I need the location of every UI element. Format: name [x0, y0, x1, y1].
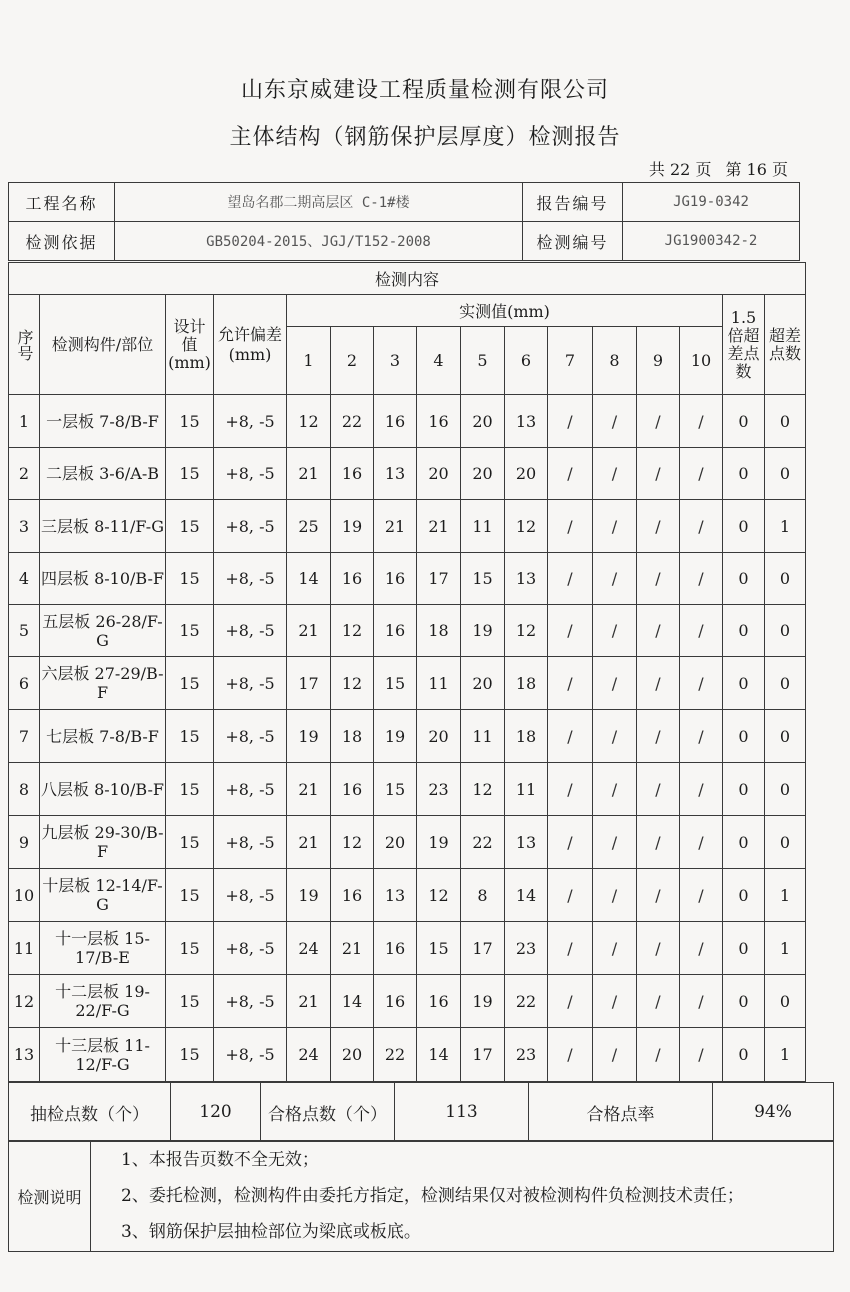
row-design: 15	[166, 710, 214, 763]
row-measure-value: /	[680, 975, 723, 1028]
sample-count-value: 120	[171, 1083, 261, 1142]
row-over15: 0	[723, 657, 765, 710]
row-design: 15	[166, 922, 214, 975]
row-measure-value: /	[680, 869, 723, 922]
report-no-label: 报告编号	[523, 183, 623, 222]
row-measure-value: 21	[331, 922, 374, 975]
row-measure-value: 12	[331, 605, 374, 657]
row-allow: +8, -5	[214, 553, 287, 605]
row-measure-value: 19	[331, 500, 374, 553]
row-over15: 0	[723, 395, 765, 448]
row-seq: 5	[9, 605, 40, 657]
row-over15: 0	[723, 710, 765, 763]
row-measure-value: /	[637, 657, 680, 710]
row-over: 0	[765, 816, 806, 869]
row-measure-value: 11	[505, 763, 548, 816]
col-over15-header: 1.5倍超差点数	[723, 295, 765, 395]
row-measure-value: 22	[331, 395, 374, 448]
row-measure-value: /	[593, 1028, 637, 1082]
row-measure-value: 16	[374, 553, 417, 605]
table-row	[9, 869, 806, 922]
row-measure-value: /	[637, 448, 680, 500]
col-design-header: 设计值(mm)	[166, 295, 214, 395]
row-seq: 4	[9, 553, 40, 605]
row-measure-value: /	[680, 395, 723, 448]
row-design: 15	[166, 448, 214, 500]
row-allow: +8, -5	[214, 975, 287, 1028]
note-item: 3、钢筋保护层抽检部位为梁底或板底。	[121, 1222, 421, 1242]
row-over15: 0	[723, 975, 765, 1028]
table-row	[9, 1028, 806, 1082]
row-measure-value: 20	[417, 710, 461, 763]
row-allow: +8, -5	[214, 395, 287, 448]
row-member: 十二层板 19-22/F-G	[40, 975, 166, 1028]
row-over: 0	[765, 975, 806, 1028]
row-member: 一层板 7-8/B-F	[40, 395, 166, 448]
row-over15: 0	[723, 816, 765, 869]
row-member: 十层板 12-14/F-G	[40, 869, 166, 922]
row-over15: 0	[723, 448, 765, 500]
sample-count-label: 抽检点数（个）	[9, 1083, 171, 1142]
row-member: 六层板 27-29/B-F	[40, 657, 166, 710]
row-measure-value: 12	[461, 763, 505, 816]
row-allow: +8, -5	[214, 710, 287, 763]
row-measure-value: 12	[331, 657, 374, 710]
row-over15: 0	[723, 553, 765, 605]
row-measure-value: 16	[331, 869, 374, 922]
row-measure-value: 19	[417, 816, 461, 869]
row-measure-value: 16	[331, 763, 374, 816]
table-row	[9, 657, 806, 710]
note-item: 2、委托检测，检测构件由委托方指定，检测结果仅对被检测构件负检测技术责任；	[121, 1186, 744, 1206]
notes-table	[8, 1140, 834, 1252]
row-measure-value: 22	[505, 975, 548, 1028]
row-measure-value: /	[637, 605, 680, 657]
row-measure-value: 23	[417, 763, 461, 816]
row-measure-value: /	[637, 710, 680, 763]
row-measure-value: 8	[461, 869, 505, 922]
row-seq: 8	[9, 763, 40, 816]
row-measure-value: /	[637, 500, 680, 553]
measure-col-header: 10	[680, 327, 723, 395]
row-over: 1	[765, 1028, 806, 1082]
row-measure-value: /	[593, 553, 637, 605]
row-measure-value: /	[680, 763, 723, 816]
row-member: 三层板 8-11/F-G	[40, 500, 166, 553]
info-table	[8, 182, 800, 261]
row-over15: 0	[723, 763, 765, 816]
row-measure-value: /	[548, 448, 593, 500]
pass-count-label: 合格点数（个）	[261, 1083, 395, 1142]
row-measure-value: 19	[287, 710, 331, 763]
row-measure-value: 20	[417, 448, 461, 500]
report-title: 主体结构（钢筋保护层厚度）检测报告	[229, 125, 621, 150]
pass-rate-label: 合格点率	[529, 1083, 713, 1142]
row-measure-value: 15	[374, 763, 417, 816]
row-measure-value: 20	[505, 448, 548, 500]
table-row	[9, 710, 806, 763]
row-measure-value: 16	[374, 922, 417, 975]
row-allow: +8, -5	[214, 605, 287, 657]
row-over15: 0	[723, 500, 765, 553]
row-measure-value: /	[593, 922, 637, 975]
row-measure-value: /	[593, 500, 637, 553]
row-measure-value: /	[637, 763, 680, 816]
row-design: 15	[166, 869, 214, 922]
row-allow: +8, -5	[214, 500, 287, 553]
project-name: 望岛名郡二期高层区 C-1#楼	[115, 183, 523, 222]
row-design: 15	[166, 553, 214, 605]
col-allow-header: 允许偏差(mm)	[214, 295, 287, 395]
row-seq: 9	[9, 816, 40, 869]
measure-col-header: 8	[593, 327, 637, 395]
page-number	[635, 157, 788, 180]
row-measure-value: 16	[374, 605, 417, 657]
current-page: 第 16 页	[725, 160, 788, 179]
row-seq: 13	[9, 1028, 40, 1082]
row-measure-value: 24	[287, 1028, 331, 1082]
row-measure-value: /	[680, 710, 723, 763]
row-measure-value: /	[593, 395, 637, 448]
row-allow: +8, -5	[214, 869, 287, 922]
row-allow: +8, -5	[214, 657, 287, 710]
measure-col-header: 3	[374, 327, 417, 395]
row-measure-value: /	[637, 553, 680, 605]
total-pages: 共 22 页	[648, 160, 712, 179]
row-measure-value: 21	[287, 605, 331, 657]
measure-col-header: 6	[505, 327, 548, 395]
row-member: 二层板 3-6/A-B	[40, 448, 166, 500]
row-over15: 0	[723, 1028, 765, 1082]
measure-col-header: 1	[287, 327, 331, 395]
row-measure-value: /	[637, 1028, 680, 1082]
row-measure-value: 14	[417, 1028, 461, 1082]
row-measure-value: 16	[417, 975, 461, 1028]
row-design: 15	[166, 1028, 214, 1082]
basis-label: 检测依据	[9, 222, 115, 261]
row-measure-value: 19	[461, 975, 505, 1028]
pass-rate-value: 94%	[713, 1083, 834, 1142]
row-measure-value: 17	[461, 1028, 505, 1082]
row-measure-value: 12	[505, 500, 548, 553]
row-measure-value: 20	[461, 395, 505, 448]
company-name: 山东京威建设工程质量检测有限公司	[240, 78, 609, 103]
row-measure-value: 13	[505, 553, 548, 605]
row-measure-value: 23	[505, 922, 548, 975]
row-over: 0	[765, 605, 806, 657]
row-measure-value: /	[548, 869, 593, 922]
row-measure-value: /	[548, 763, 593, 816]
measurement-table	[8, 262, 806, 1082]
row-measure-value: 13	[374, 869, 417, 922]
row-measure-value: /	[548, 605, 593, 657]
row-measure-value: /	[548, 922, 593, 975]
col-measured-header: 实测值(mm)	[287, 295, 723, 327]
row-measure-value: 14	[505, 869, 548, 922]
row-seq: 7	[9, 710, 40, 763]
row-member: 五层板 26-28/F-G	[40, 605, 166, 657]
row-measure-value: 16	[331, 553, 374, 605]
row-over: 0	[765, 710, 806, 763]
row-measure-value: 20	[331, 1028, 374, 1082]
row-measure-value: 16	[331, 448, 374, 500]
row-measure-value: /	[680, 500, 723, 553]
row-measure-value: /	[548, 657, 593, 710]
row-over15: 0	[723, 605, 765, 657]
test-no-label: 检测编号	[523, 222, 623, 261]
row-over: 0	[765, 763, 806, 816]
row-allow: +8, -5	[214, 1028, 287, 1082]
row-seq: 2	[9, 448, 40, 500]
row-design: 15	[166, 395, 214, 448]
row-measure-value: /	[637, 816, 680, 869]
row-measure-value: /	[637, 395, 680, 448]
row-measure-value: 16	[374, 395, 417, 448]
row-measure-value: 21	[417, 500, 461, 553]
row-member: 十三层板 11-12/F-G	[40, 1028, 166, 1082]
row-allow: +8, -5	[214, 448, 287, 500]
measure-col-header: 2	[331, 327, 374, 395]
row-seq: 12	[9, 975, 40, 1028]
row-measure-value: /	[548, 816, 593, 869]
row-over15: 0	[723, 869, 765, 922]
row-measure-value: 19	[287, 869, 331, 922]
row-design: 15	[166, 816, 214, 869]
row-measure-value: 18	[505, 657, 548, 710]
row-measure-value: 21	[287, 763, 331, 816]
table-row	[9, 395, 806, 448]
report-no: JG19-0342	[623, 183, 800, 222]
row-measure-value: 17	[417, 553, 461, 605]
row-measure-value: 18	[331, 710, 374, 763]
row-measure-value: 20	[374, 816, 417, 869]
row-measure-value: /	[593, 710, 637, 763]
row-measure-value: 12	[417, 869, 461, 922]
row-measure-value: 16	[374, 975, 417, 1028]
row-over: 1	[765, 500, 806, 553]
row-measure-value: 21	[287, 816, 331, 869]
table-row	[9, 500, 806, 553]
col-seq-header: 序号	[9, 295, 40, 395]
row-measure-value: 14	[287, 553, 331, 605]
row-member: 八层板 8-10/B-F	[40, 763, 166, 816]
row-member: 九层板 29-30/B-F	[40, 816, 166, 869]
row-measure-value: 13	[374, 448, 417, 500]
row-measure-value: /	[548, 975, 593, 1028]
measure-col-header: 9	[637, 327, 680, 395]
note-item: 1、本报告页数不全无效；	[121, 1150, 319, 1170]
row-over15: 0	[723, 922, 765, 975]
row-measure-value: 18	[505, 710, 548, 763]
row-over: 0	[765, 448, 806, 500]
row-measure-value: 19	[461, 605, 505, 657]
row-measure-value: /	[593, 448, 637, 500]
table-row	[9, 816, 806, 869]
row-member: 四层板 8-10/B-F	[40, 553, 166, 605]
row-seq: 11	[9, 922, 40, 975]
row-measure-value: /	[680, 922, 723, 975]
row-measure-value: 16	[417, 395, 461, 448]
table-row	[9, 922, 806, 975]
row-measure-value: 19	[374, 710, 417, 763]
row-over: 1	[765, 922, 806, 975]
row-measure-value: 12	[287, 395, 331, 448]
row-allow: +8, -5	[214, 816, 287, 869]
summary-table	[8, 1082, 834, 1142]
row-measure-value: /	[593, 869, 637, 922]
row-design: 15	[166, 500, 214, 553]
table-row	[9, 763, 806, 816]
row-seq: 10	[9, 869, 40, 922]
row-member: 七层板 7-8/B-F	[40, 710, 166, 763]
row-allow: +8, -5	[214, 922, 287, 975]
row-design: 15	[166, 605, 214, 657]
pass-count-value: 113	[395, 1083, 529, 1142]
measure-col-header: 7	[548, 327, 593, 395]
notes-body	[91, 1141, 834, 1252]
section-title: 检测内容	[9, 263, 806, 295]
row-measure-value: 20	[461, 657, 505, 710]
row-measure-value: /	[548, 553, 593, 605]
row-over: 0	[765, 395, 806, 448]
row-measure-value: /	[548, 395, 593, 448]
row-measure-value: 20	[461, 448, 505, 500]
row-measure-value: 15	[417, 922, 461, 975]
row-over: 0	[765, 657, 806, 710]
row-design: 15	[166, 975, 214, 1028]
row-measure-value: /	[593, 657, 637, 710]
row-measure-value: /	[680, 553, 723, 605]
table-row	[9, 553, 806, 605]
col-over-header: 超差点数	[765, 295, 806, 395]
row-measure-value: 17	[287, 657, 331, 710]
row-seq: 3	[9, 500, 40, 553]
row-measure-value: 21	[287, 448, 331, 500]
row-measure-value: 12	[505, 605, 548, 657]
row-measure-value: 21	[374, 500, 417, 553]
table-row	[9, 605, 806, 657]
row-measure-value: /	[593, 763, 637, 816]
row-allow: +8, -5	[214, 763, 287, 816]
row-measure-value: /	[637, 975, 680, 1028]
test-no: JG1900342-2	[623, 222, 800, 261]
row-seq: 1	[9, 395, 40, 448]
row-measure-value: 12	[331, 816, 374, 869]
row-measure-value: 15	[374, 657, 417, 710]
row-measure-value: /	[680, 1028, 723, 1082]
row-measure-value: 15	[461, 553, 505, 605]
row-measure-value: /	[680, 657, 723, 710]
row-measure-value: 21	[287, 975, 331, 1028]
measure-col-header: 5	[461, 327, 505, 395]
row-measure-value: 18	[417, 605, 461, 657]
col-member-header: 检测构件/部位	[40, 295, 166, 395]
row-design: 15	[166, 763, 214, 816]
project-name-label: 工程名称	[9, 183, 115, 222]
row-measure-value: /	[593, 816, 637, 869]
row-seq: 6	[9, 657, 40, 710]
row-over: 0	[765, 553, 806, 605]
row-measure-value: 11	[461, 500, 505, 553]
row-over: 1	[765, 869, 806, 922]
row-measure-value: 25	[287, 500, 331, 553]
row-measure-value: /	[680, 605, 723, 657]
row-measure-value: /	[680, 448, 723, 500]
row-measure-value: 22	[374, 1028, 417, 1082]
row-measure-value: 11	[461, 710, 505, 763]
row-member: 十一层板 15-17/B-E	[40, 922, 166, 975]
row-measure-value: 22	[461, 816, 505, 869]
row-measure-value: 13	[505, 816, 548, 869]
row-measure-value: 23	[505, 1028, 548, 1082]
notes-label: 检测说明	[9, 1141, 91, 1252]
row-measure-value: 17	[461, 922, 505, 975]
row-measure-value: /	[637, 869, 680, 922]
row-measure-value: 13	[505, 395, 548, 448]
row-measure-value: /	[548, 500, 593, 553]
table-row	[9, 975, 806, 1028]
row-measure-value: /	[593, 975, 637, 1028]
row-measure-value: /	[637, 922, 680, 975]
table-row	[9, 448, 806, 500]
row-measure-value: 24	[287, 922, 331, 975]
row-measure-value: /	[593, 605, 637, 657]
basis: GB50204-2015、JGJ/T152-2008	[115, 222, 523, 261]
row-measure-value: 14	[331, 975, 374, 1028]
row-measure-value: 11	[417, 657, 461, 710]
row-design: 15	[166, 657, 214, 710]
measure-col-header: 4	[417, 327, 461, 395]
row-measure-value: /	[548, 710, 593, 763]
row-measure-value: /	[680, 816, 723, 869]
row-measure-value: /	[548, 1028, 593, 1082]
